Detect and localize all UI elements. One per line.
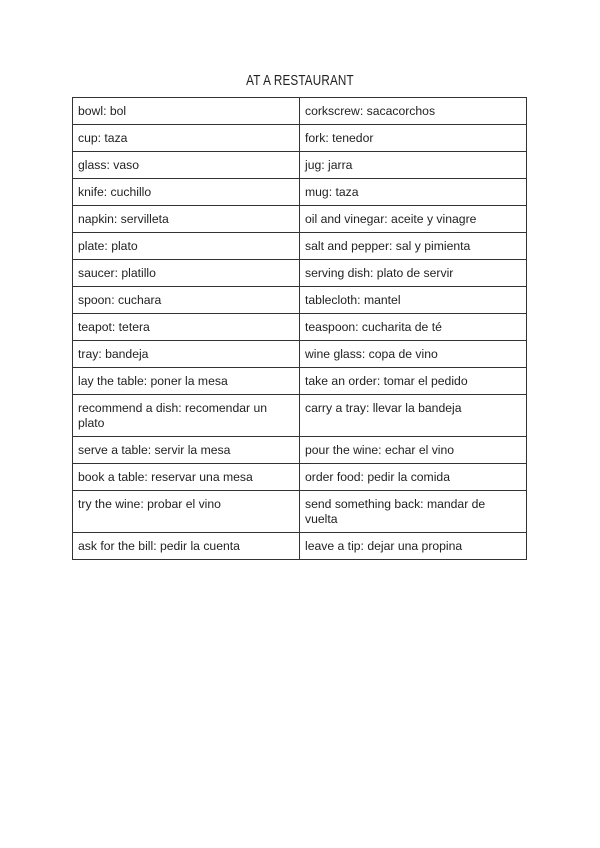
table-cell-right: pour the wine: echar el vino <box>300 437 527 464</box>
table-cell-left: book a table: reservar una mesa <box>73 464 300 491</box>
table-cell-left: glass: vaso <box>73 152 300 179</box>
table-row <box>73 314 527 341</box>
table-cell-right: send something back: mandar de vuelta <box>300 491 527 533</box>
table-cell-left: cup: taza <box>73 125 300 152</box>
table-row <box>73 206 527 233</box>
table-cell-left: serve a table: servir la mesa <box>73 437 300 464</box>
table-cell-left: ask for the bill: pedir la cuenta <box>73 533 300 560</box>
table-row <box>73 341 527 368</box>
table-cell-right: corkscrew: sacacorchos <box>300 98 527 125</box>
table-cell-left: plate: plato <box>73 233 300 260</box>
table-cell-right: take an order: tomar el pedido <box>300 368 527 395</box>
table-cell-right: salt and pepper: sal y pimienta <box>300 233 527 260</box>
table-cell-right: serving dish: plato de servir <box>300 260 527 287</box>
table-row <box>73 233 527 260</box>
vocabulary-table <box>72 97 527 560</box>
table-cell-right: carry a tray: llevar la bandeja <box>300 395 527 437</box>
table-cell-left: knife: cuchillo <box>73 179 300 206</box>
table-row <box>73 464 527 491</box>
table-cell-right: fork: tenedor <box>300 125 527 152</box>
table-cell-right: tablecloth: mantel <box>300 287 527 314</box>
table-row <box>73 152 527 179</box>
table-cell-left: try the wine: probar el vino <box>73 491 300 533</box>
table-row <box>73 125 527 152</box>
table-cell-left: teapot: tetera <box>73 314 300 341</box>
table-row <box>73 287 527 314</box>
table-cell-right: jug: jarra <box>300 152 527 179</box>
table-cell-left: recommend a dish: recomendar un plato <box>73 395 300 437</box>
table-cell-right: oil and vinegar: aceite y vinagre <box>300 206 527 233</box>
table-cell-right: leave a tip: dejar una propina <box>300 533 527 560</box>
table-row <box>73 98 527 125</box>
table-row <box>73 491 527 533</box>
table-row <box>73 179 527 206</box>
table-cell-left: napkin: servilleta <box>73 206 300 233</box>
table-cell-right: mug: taza <box>300 179 527 206</box>
table-cell-left: lay the table: poner la mesa <box>73 368 300 395</box>
table-cell-right: order food: pedir la comida <box>300 464 527 491</box>
table-row <box>73 368 527 395</box>
table-cell-left: spoon: cuchara <box>73 287 300 314</box>
table-cell-right: wine glass: copa de vino <box>300 341 527 368</box>
table-row <box>73 395 527 437</box>
table-cell-left: tray: bandeja <box>73 341 300 368</box>
table-row <box>73 437 527 464</box>
page-title: AT A RESTAURANT <box>246 72 354 89</box>
table-cell-right: teaspoon: cucharita de té <box>300 314 527 341</box>
table-cell-left: bowl: bol <box>73 98 300 125</box>
table-row <box>73 533 527 560</box>
table-row <box>73 260 527 287</box>
table-cell-left: saucer: platillo <box>73 260 300 287</box>
